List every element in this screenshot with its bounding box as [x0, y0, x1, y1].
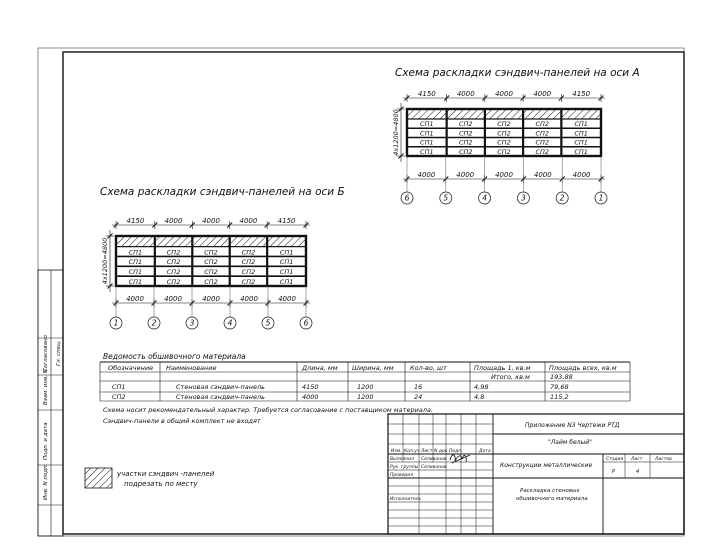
- plan-a-panel-label: СП1: [420, 138, 434, 147]
- plan-b-panel-label: СП2: [166, 258, 181, 267]
- plan-b: [101, 217, 312, 329]
- plan-a: [392, 90, 607, 204]
- spec-row-2-qty: 24: [414, 393, 423, 401]
- plan-a-panel-label: СП1: [574, 129, 588, 138]
- side-stamp-sign-date: Подп. и дата: [43, 422, 49, 460]
- title-sheet-name-1: Раскладка стеновых: [520, 488, 580, 494]
- note-line-2: Сэндвич-панели в общий комплект не входят: [103, 417, 261, 425]
- plan-b-axis-label: 2: [151, 318, 157, 328]
- spec-row-1-qty: 16: [414, 383, 423, 391]
- stage-header-sheets: Листов: [655, 457, 672, 462]
- plan-a-height-dim-value: 4x1200=4800: [392, 109, 400, 156]
- plan-b-panel-label: СП1: [128, 277, 143, 286]
- plan-b-title: Схема раскладки сэндвич-панелей на оси Б: [100, 186, 345, 198]
- plan-a-panel-label: СП2: [458, 129, 473, 138]
- plan-b-panel-label: СП2: [204, 258, 218, 267]
- plan-a-top-dim-value: 4000: [533, 90, 552, 98]
- plan-b-top-dim-value: 4150: [126, 217, 145, 225]
- spec-total-label: Итого, кв.м: [491, 373, 530, 381]
- plan-a-top-dim-value: 4000: [456, 90, 475, 98]
- role-executor: Выполнил: [390, 457, 414, 462]
- plan-a-panel-label: СП2: [458, 120, 473, 129]
- plan-a-bottom-dim-value: 4000: [533, 171, 552, 179]
- plan-b-panel-label: СП1: [128, 248, 143, 257]
- title-section: Конструкции металлические: [500, 462, 593, 469]
- plan-b-panel-label: СП2: [204, 277, 218, 286]
- plan-a-top-dim-value: 4150: [572, 90, 591, 98]
- plan-a-panel-label: СП2: [458, 147, 473, 156]
- plan-a-panel-label: СП2: [458, 138, 473, 147]
- plan-a-panel-label: СП1: [574, 138, 588, 147]
- spec-row-2-area-all: 115,2: [550, 393, 569, 401]
- plan-a-panel-label: СП1: [420, 120, 434, 129]
- col-data: Дата: [479, 449, 491, 454]
- plan-a-panel-label: СП2: [535, 147, 550, 156]
- plan-b-panel-label: СП1: [279, 258, 294, 267]
- plan-b-panel-label: СП2: [241, 248, 256, 257]
- plan-b-top-dim-value: 4000: [239, 217, 258, 225]
- plan-b-top-dim-value: 4000: [202, 217, 220, 225]
- spec-row-1-designation: СП1: [112, 383, 126, 391]
- plan-b-panel-label: СП2: [241, 258, 256, 267]
- plan-a-panel-label: СП2: [497, 147, 511, 156]
- plan-a-bottom-dim-value: 4000: [495, 171, 513, 179]
- plan-a-trim-hatch: [407, 109, 601, 119]
- side-stamp-inv-original: Инв. N подп.: [43, 463, 49, 500]
- stage-value: Р: [612, 469, 616, 475]
- plan-a-panel-label: СП1: [420, 147, 434, 156]
- spec-row-2-name: Стеновая сэндвич-панель: [176, 393, 265, 401]
- spec-row-2-width: 1200: [357, 393, 374, 401]
- spec-row-1-area-all: 79,68: [550, 383, 569, 391]
- col-n-dok: N док.: [434, 449, 449, 454]
- plan-b-height-dim-value: 4x1200=4800: [101, 237, 109, 285]
- plan-b-bottom-dim-value: 4000: [202, 295, 220, 303]
- plan-b-axis-label: 3: [189, 318, 195, 328]
- spec-row-2-designation: СП2: [112, 393, 126, 401]
- plan-b-bottom-dim-value: 4000: [240, 295, 258, 303]
- role-group-lead: Рук. группы: [390, 465, 419, 470]
- plan-a-panel-label: СП2: [535, 138, 550, 147]
- plan-b-top-dim-value: 4150: [277, 217, 296, 225]
- spec-row-1-length: 4150: [302, 383, 319, 391]
- spec-header-width: Ширина, мм: [352, 364, 394, 372]
- plan-b-axis-label: 5: [265, 318, 271, 328]
- plan-a-bottom-dim-value: 4000: [456, 171, 475, 179]
- plan-a-bottom-dim-value: 4000: [417, 171, 436, 179]
- plan-a-bottom-dim-value: 4000: [572, 171, 591, 179]
- plan-b-bottom-dim-value: 4000: [278, 295, 296, 303]
- title-app: Приложение N3 Чертежи РТД: [525, 422, 620, 429]
- spec-title: Ведомость обшивочного материала: [103, 352, 246, 361]
- legend-line-2: подрезать по месту: [124, 480, 198, 488]
- plan-b-bottom-dim-value: 4000: [164, 295, 182, 303]
- spec-row-2-length: 4000: [302, 393, 319, 401]
- plan-b-trim-hatch: [116, 236, 306, 247]
- plan-a-panel-label: СП2: [535, 120, 550, 129]
- side-stamp: [38, 270, 63, 536]
- plan-b-panel-label: СП2: [204, 248, 218, 257]
- plan-b-panel-label: СП1: [279, 277, 294, 286]
- plan-a-title: Схема раскладки сэндвич-панелей на оси А: [395, 67, 640, 79]
- plan-a-axis-label: 3: [521, 193, 526, 203]
- col-list: Лист: [421, 449, 433, 454]
- legend-hatch-swatch: [85, 468, 112, 488]
- legend-line-1: участки сэндвич -панелей: [117, 470, 215, 478]
- spec-row-1-name: Стеновая сэндвич-панель: [176, 383, 265, 391]
- side-stamp-chief: Гл. спец.: [56, 340, 62, 366]
- plan-b-panel-label: СП2: [204, 267, 218, 276]
- plan-a-axis-label: 2: [559, 193, 565, 203]
- spec-header-area1: Площадь 1, кв.м: [474, 364, 531, 372]
- plan-a-axis-label: 6: [404, 193, 410, 203]
- plan-b-panel-label: СП2: [166, 267, 181, 276]
- role-checked: Проверил: [390, 473, 414, 478]
- sheet-number: 4: [636, 469, 640, 475]
- plan-b-panel-label: СП2: [166, 248, 181, 257]
- title-block: [388, 414, 684, 534]
- plan-b-panel-label: СП1: [279, 248, 294, 257]
- plan-b-panel-label: СП1: [279, 267, 294, 276]
- plan-a-panel-label: СП2: [535, 129, 550, 138]
- spec-row-1-area1: 4,98: [474, 383, 489, 391]
- spec-total-value: 193,88: [550, 373, 573, 381]
- plan-b-top-dim-value: 4000: [164, 217, 183, 225]
- name-group-lead: Селиванов: [421, 465, 447, 470]
- col-podp: Подп.: [449, 449, 463, 454]
- plan-a-top-dim-value: 4150: [417, 90, 436, 98]
- plan-a-panel-label: СП1: [420, 129, 434, 138]
- spec-header-area-all: Площадь всех, кв.м: [549, 364, 617, 372]
- name-executor: Селиванов: [421, 457, 447, 462]
- col-izm: Изм.: [391, 449, 402, 454]
- plan-b-panel-label: СП1: [128, 258, 143, 267]
- spec-row-2-area1: 4,8: [474, 393, 485, 401]
- plan-b-panel-label: СП2: [241, 277, 256, 286]
- spec-table: [100, 362, 630, 401]
- plan-b-axis-label: 4: [227, 318, 233, 328]
- plan-a-panel-label: СП2: [497, 129, 511, 138]
- plan-a-panel-label: СП1: [574, 120, 588, 129]
- plan-b-panel-label: СП1: [128, 267, 143, 276]
- plan-b-panel-label: СП2: [241, 267, 256, 276]
- plan-b-axis-label: 1: [113, 318, 119, 328]
- spec-header-length: Длина, мм: [302, 364, 338, 372]
- stage-header-sheet: Лист: [631, 457, 643, 462]
- stage-header-stage: Стадия: [606, 457, 624, 462]
- plan-a-panel-label: СП2: [497, 120, 511, 129]
- plan-a-panel-label: СП1: [574, 147, 588, 156]
- plan-b-bottom-dim-value: 4000: [126, 295, 144, 303]
- title-project: "Лайм белый": [548, 439, 592, 446]
- plan-a-panel-label: СП2: [497, 138, 511, 147]
- col-kol-uch: Кол.уч: [404, 449, 420, 454]
- note-line-1: Схема носит рекомендательный характер. Требуется согласование с поставщиком материала.: [103, 406, 433, 414]
- plan-b-axis-label: 6: [303, 318, 309, 328]
- plan-a-axis-label: 5: [443, 193, 449, 203]
- plan-a-axis-label: 4: [482, 193, 487, 203]
- plan-b-panel-label: СП2: [166, 277, 181, 286]
- title-sheet-name-2: обшивочного материала: [516, 496, 588, 502]
- spec-header-designation: Обозначение: [108, 364, 154, 372]
- spec-header-qty: Кол-во, шт: [410, 364, 447, 372]
- plan-a-top-dim-value: 4000: [495, 90, 513, 98]
- spec-row-1-width: 1200: [357, 383, 374, 391]
- side-stamp-agreed: Согласовано: [43, 335, 49, 372]
- side-stamp-inv-replaced: Вэам. инв. N: [43, 369, 49, 405]
- plan-a-axis-label: 1: [598, 193, 604, 203]
- spec-header-name: Наименование: [166, 364, 217, 372]
- role-performer: Исполнитель: [390, 497, 422, 502]
